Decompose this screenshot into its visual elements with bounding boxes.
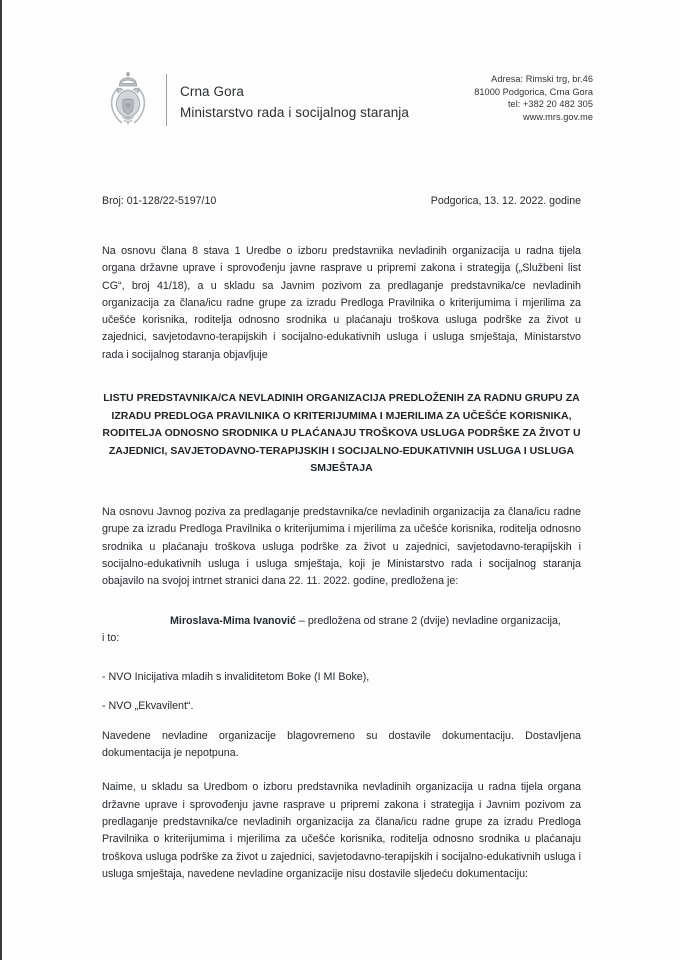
montenegro-coat-of-arms-icon xyxy=(102,70,154,130)
spacer xyxy=(102,716,581,728)
reference-line xyxy=(102,193,581,209)
documentation-note: Navedene nevladine organizacije blagovremeno su dostavile dokumentaciju. Dostavljena dokumentacija je nepotpuna. xyxy=(102,729,581,760)
letterhead-divider xyxy=(166,74,167,126)
candidate-proposal-text: – predložena od strane 2 (dvije) nevladine organizacija, xyxy=(295,614,561,627)
list-item: - NVO Inicijativa mladih s invaliditetom Boke (I MI Boke), xyxy=(102,671,370,684)
address-line-website: www.mrs.gov.me xyxy=(523,111,593,122)
letterhead-text xyxy=(180,78,409,123)
reference-number: Broj: 01-128/22-5197/10 xyxy=(102,195,217,207)
address-line-street: Adresa: Rimski trg, br.46 xyxy=(491,74,593,84)
and-so-label: i to: xyxy=(102,631,120,644)
candidate-line xyxy=(102,613,581,630)
spacer xyxy=(102,591,581,613)
candidate-name: Miroslava-Mima Ivanović xyxy=(170,614,296,627)
letterhead-identity xyxy=(102,70,409,130)
place-and-date: Podgorica, 13. 12. 2022. godine xyxy=(430,195,581,207)
spacer xyxy=(102,364,581,390)
ministry-name: Ministarstvo rada i socijalnog staranja xyxy=(180,104,410,120)
second-paragraph: Na osnovu Javnog poziva za predlaganje predstavnika/ce nevladinih organizacija za člana/icu radne grupe za izradu Predloga Pravilnika o kriterijumima i mjerilima za učešće korisnika, roditelja odnosno srodnika u plaćanaju troškova usluga podrške za život u zajednici, savjetodavno-terapijskih i socijalno-edukativnih usluga i usluga smještaja, koji je Ministarstvo rada i socijalnog staranja obajavilo na svojoj intrnet stranici dana 22. 11. 2022. godine, predložena je: xyxy=(102,506,581,588)
letterhead xyxy=(2,70,679,130)
address-block xyxy=(474,70,593,123)
country-name: Crna Gora xyxy=(180,83,244,99)
intro-paragraph: Na osnovu člana 8 stava 1 Uredbe o izboru predstavnika nevladinih organizacija u radna tijela organa državne uprave i sprovođenju javne rasprave u pripremi zakona i strategija („Službeni list CG“, broj 41/18), a u skladu sa Javnim pozivom za predlaganje predstavnika/ce nevladinih organizacija za člana/icu radne grupe za izradu Predloga Pravilnika o kriterijumima i mjerilima za učešće korisnika, roditelja odnosno srodnika u plaćanaju troškova usluga podrške za život u zajednici, savjetodavno-terapijskih i socijalno-edukativnih usluga i usluga smještaja, Ministarstvo rada i socijalnog staranja objavljuje xyxy=(102,245,581,361)
spacer xyxy=(102,686,581,698)
spacer xyxy=(102,647,581,669)
spacer xyxy=(102,762,581,779)
list-item: - NVO „Ekvavilent“. xyxy=(102,700,194,713)
address-line-city: 81000 Podgorica, Crna Gora xyxy=(474,86,593,97)
closing-paragraph: Naime, u skladu sa Uredbom o izboru predstavnika nevladinih organizacija u radna tijela organa državne uprave i sprovođenju javne rasprave u pripremi zakona i strategija i Javnim pozivom za predlaganje predstavnika/ce nevladinih organizacija za člana/icu radne grupe za izradu Predloga Pravilnika o kriterijumima i mjerilima za učešće korisnika, roditelja odnosno srodnika u plaćanaju troškova usluga podrške za život u zajednici, savjetodavno-terapijskih i socijalno-edukativnih usluga i usluga smještaja, navedene nevladine organizacije nisu dostavile sljedeću dokumentaciju: xyxy=(102,781,581,880)
address-line-phone: tel: +382 20 482 305 xyxy=(507,99,593,110)
spacer xyxy=(102,478,581,504)
document-body xyxy=(102,243,581,883)
document-title: LISTU PREDSTAVNIKA/CA NEVLADINIH ORGANIZACIJA PREDLOŽENIH ZA RADNU GRUPU ZA IZRADU PREDLOGA PRAVILNIKA O KRITERIJUMIMA I MJERILIMA ZA UČEŠĆE KORISNIKA, RODITELJA ODNOSNO SRODNIKA U PLAĆANAJU TROŠKOVA USLUGA PODRŠKE ZA ŽIVOT U ZAJEDNICI, SAVJETODAVNO-TERAPIJSKIH I SOCIJALNO-EDUKATIVNIH USLUGA I USLUGA SMJEŠTAJA xyxy=(102,392,581,475)
